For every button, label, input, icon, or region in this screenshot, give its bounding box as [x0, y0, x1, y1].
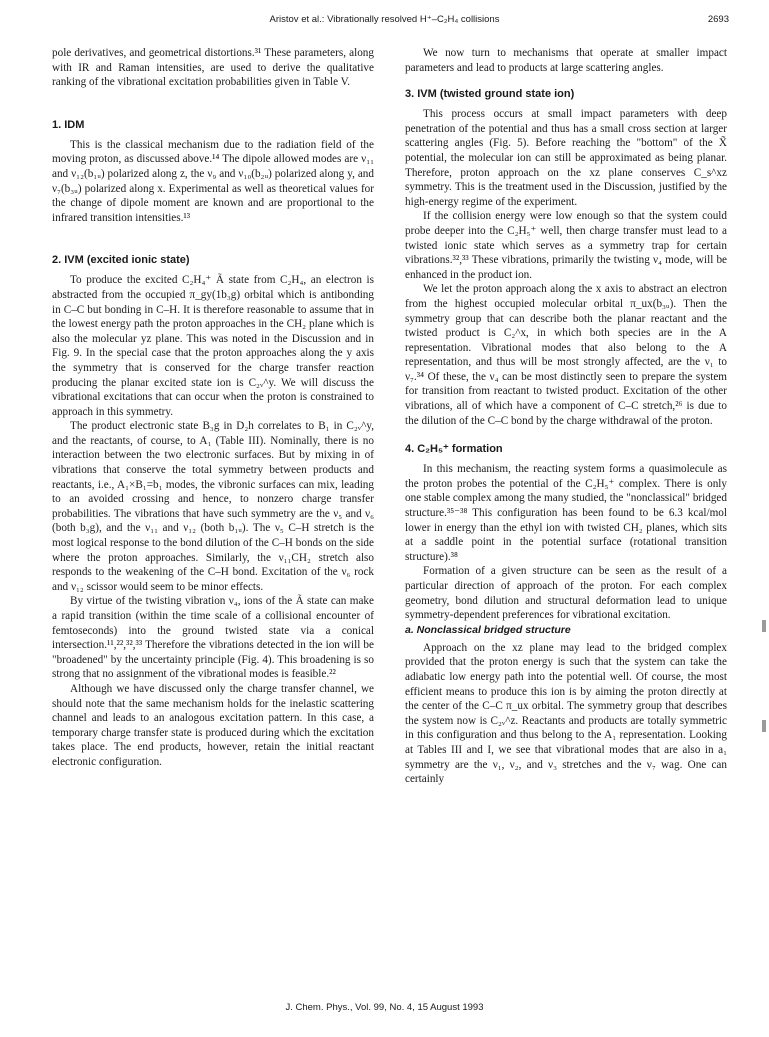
subsection-heading-bridged: a. Nonclassical bridged structure [405, 623, 571, 636]
section-heading-ivm-twisted: 3. IVM (twisted ground state ion) [405, 88, 575, 101]
section-heading-idm: 1. IDM [52, 118, 85, 131]
paragraph: pole derivatives, and geometrical distortions.³¹ These parameters, along with IR and Raman intensities, are used to derive the qualitative ranking of the vibrational excitation probabilities given in Table V. [52, 47, 374, 89]
paragraph: In this mechanism, the reacting system forms a quasimolecule as the proton probes the potential of the C₂H₅⁺ complex. There is only one stable complex among the many studied, the "nonclassical" bridged structure.³⁵⁻³⁸ This configuration has been found to be 6.3 kcal/mol lower in energy than the ethyl ion with twisted CH₂ planes, which sits at a saddle point in the potential surface (rotational transition structure).³⁸ [405, 463, 727, 563]
scan-edge-mark [762, 720, 766, 732]
right-column [405, 46, 727, 787]
paragraph: Approach on the xz plane may lead to the bridged complex provided that the proton energy is such that the system can take the adiabatic low energy path into the potential well. Of course, the most efficient means to produce this ion is by aiming the proton directly at the center of the C–C π_ux orbital. The symmetry group that describes the system now is C₂ᵥ^z. Reactants and products are totally symmetric in this configuration and thus belong to the A₁ representation. Looking at Tables III and I, we see that vibrational modes that are also in a₁ symmetry are the ν₁, ν₂, and ν₃ stretches and the ν₇ wag. One can certainly [405, 641, 727, 786]
paragraph: We let the proton approach along the x axis to abstract an electron from the highest occupied molecular orbital π_ux(b₃ᵤ). Then the symmetry group that can describe both the planar reactant and the twisted product is C₂^x, in which both species are in the A representation. Vibrational modes that also belong to the A representation, and thus will be most strongly affected, are the ν₁ to ν₇.³⁴ Of these, the ν₄ can be most distinctly seen to prepare the system for transition from reactant to twisted product. Excitation of the other vibrations, all of which have a component of C–C stretch,²⁶ is due to the dilution of the C–C bond by the charge withdrawal of the proton. [405, 283, 727, 427]
paragraph: If the collision energy were low enough so that the system could probe deeper into the C₂H₅⁺ well, then charge transfer must lead to a twisted ionic state which serves as a symmetry trap for certain vibrations.³²,³³ These vibrations, primarily the twisting ν₄ mode, will be enhanced in the product ion. [405, 210, 727, 281]
scan-edge-mark [762, 620, 766, 632]
paragraph: The product electronic state B₃g in D₂h correlates to B₁ in C₂ᵥ^y, and the reactants, of course, to A₁ (Table III). Nominally, there is no interaction between the two electronic surfaces. But by mixing in of vibrations that conserve the total symmetry between products and reactants, i.e., A₁×B₁=b₁ modes, the vibronic surfaces can mix, leading to an avoided crossing and hence, to nonzero charge transfer probabilities. The vibrations that have such symmetry are the ν₅ and ν₆ (both b₃g), and the ν₁₁ and ν₁₂ (both b₁ᵤ). The ν₅ C–H stretch is the most logical response to the bond dilution of the C–H bonds on the side where the proton approaches. Similarly, the ν₁₁CH₂ stretch also responds to the weakening of the C–H bond. Excitation of the ν₆ rock and ν₁₂ scissor would seem to be minor effects. [52, 420, 374, 593]
paragraph: Although we have discussed only the charge transfer channel, we should note that the same mechanism holds for the inelastic scattering channel and leads to an analogous excitation pattern. In this case, a temporary charge transfer state is produced during which the excitation takes place. The end products, however, retain the initial reactant electronic configuration. [52, 682, 374, 768]
paragraph: By virtue of the twisting vibration ν₄, ions of the Ã state can make a rapid transition (within the time scale of a collisional encounter of femtoseconds) into the ground twisted state via a conical intersection.¹¹,²²,³²,³³ Therefore the vibrations detected in the ion will be "broadened" by the uncertainty principle (Fig. 4). This broadening is so strong that no assignment of the vibrational modes is feasible.²² [52, 595, 374, 681]
paragraph: Formation of a given structure can be seen as the result of a particular direction of approach of the proton. For each complex geometry, bond dilution and structural deformation lead to unique symmetry-dependent preferences for vibrational excitation. [405, 565, 727, 622]
running-title: Aristov et al.: Vibrationally resolved H⁺–C₂H₄ collisions [269, 14, 500, 25]
page-number: 2693 [707, 14, 729, 25]
running-header [0, 14, 769, 28]
paragraph: We now turn to mechanisms that operate at smaller impact parameters and lead to products at large scattering angles. [405, 47, 727, 74]
paragraph: To produce the excited C₂H₄⁺ Ã state from C₂H₄, an electron is abstracted from the occupied π_gy(1b₃g) orbital which is antibonding in C–C but bonding in C–H. It is therefore reasonable to assume that in the lowest energy path the proton approaches in the CH₂ plane which is also the molecular yz plane. This was noted in the Discussion and in Fig. 9. In the special case that the proton approaches along the y axis the symmetry that is conserved for the charge transfer reaction producing the planar excited state ion is C₂ᵥ^y. We will discuss the vibrational excitations that can occur when the proton is constrained to approach in this symmetry. [52, 274, 374, 418]
section-heading-ivm-excited: 2. IVM (excited ionic state) [52, 254, 190, 267]
left-column [52, 46, 374, 770]
paragraph: This is the classical mechanism due to the radiation field of the moving proton, as discussed above.¹⁴ The dipole allowed modes are ν₁₁ and ν₁₂(b₁ᵤ) polarized along z, the ν₉ and ν₁₀(b₂ᵤ) polarized along y, and ν₇(b₃ᵤ) polarized along x. Experimental as well as theoretical values for the change of dipole moment are known and are proportional to the infrared transition intensities.¹³ [52, 138, 374, 224]
section-heading-c2h5-formation: 4. C₂H₅⁺ formation [405, 443, 503, 456]
page-footer: J. Chem. Phys., Vol. 99, No. 4, 15 August 1993 [285, 1002, 484, 1013]
paragraph: This process occurs at small impact parameters with deep penetration of the potential and thus has a small cross section at larger scattering angles (Fig. 5). Before reaching the "bottom" of the X̃ potential, the molecular ion can still be approximated as being planar. Therefore, proton approach on the xz plane conserves C_s^xz symmetry. This is the treatment used in the Discussion, justified by the high-energy regime of the experiment. [405, 108, 727, 208]
